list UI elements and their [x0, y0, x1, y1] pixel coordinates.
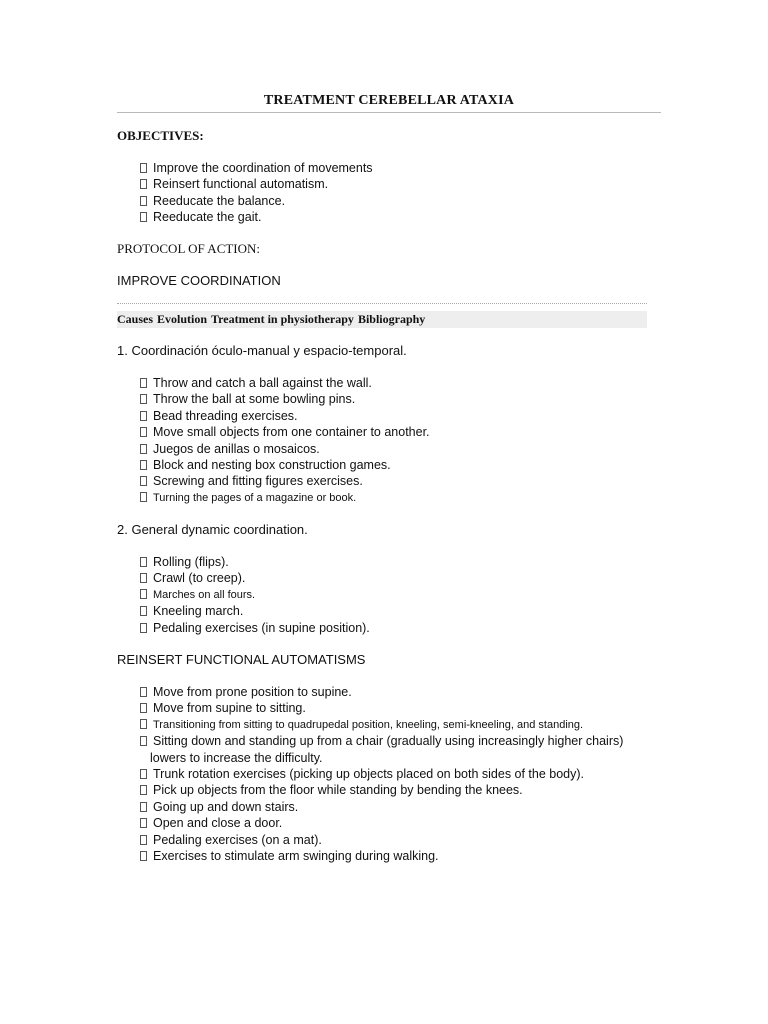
checkbox-bullet-icon	[140, 460, 147, 470]
list-item: Move from prone position to supine.	[140, 684, 623, 700]
list-item: Juegos de anillas o mosaicos.	[140, 441, 430, 457]
objectives-heading: OBJECTIVES:	[117, 128, 204, 143]
checkbox-bullet-icon	[140, 476, 147, 486]
checkbox-bullet-icon	[140, 687, 147, 697]
list-item: Pedaling exercises (in supine position).	[140, 620, 370, 636]
list-item: Pedaling exercises (on a mat).	[140, 832, 623, 848]
list-item: Sitting down and standing up from a chair (gradually using increasingly higher chairs)	[140, 733, 623, 749]
list-item: Move from supine to sitting.	[140, 700, 623, 716]
checkbox-bullet-icon	[140, 212, 147, 222]
checkbox-bullet-icon	[140, 394, 147, 404]
list-item: Transitioning from sitting to quadrupedal position, kneeling, semi-kneeling, and standing.	[140, 717, 623, 733]
list-item: Throw and catch a ball against the wall.	[140, 375, 430, 391]
section3-heading: REINSERT FUNCTIONAL AUTOMATISMS	[117, 652, 366, 667]
checkbox-bullet-icon	[140, 179, 147, 189]
list-item: Block and nesting box construction games.	[140, 457, 430, 473]
checkbox-bullet-icon	[140, 736, 147, 746]
list-item: Kneeling march.	[140, 603, 370, 619]
checkbox-bullet-icon	[140, 802, 147, 812]
protocol-heading: PROTOCOL OF ACTION:	[117, 241, 261, 256]
checkbox-bullet-icon	[140, 411, 147, 421]
list-item: Turning the pages of a magazine or book.	[140, 490, 430, 506]
checkbox-bullet-icon	[140, 851, 147, 861]
section2-heading: 2. General dynamic coordination.	[117, 522, 308, 537]
list-item: Open and close a door.	[140, 815, 623, 831]
checkbox-bullet-icon	[140, 163, 147, 173]
list-item: Going up and down stairs.	[140, 799, 623, 815]
checkbox-bullet-icon	[140, 444, 147, 454]
checkbox-bullet-icon	[140, 835, 147, 845]
list-item: Improve the coordination of movements	[140, 160, 373, 176]
list-item: Reeducate the gait.	[140, 209, 373, 225]
checkbox-bullet-icon	[140, 573, 147, 583]
list-item: Throw the ball at some bowling pins.	[140, 391, 430, 407]
checkbox-bullet-icon	[140, 378, 147, 388]
checkbox-bullet-icon	[140, 703, 147, 713]
list-item: Reinsert functional automatism.	[140, 176, 373, 192]
checkbox-bullet-icon	[140, 769, 147, 779]
checkbox-bullet-icon	[140, 785, 147, 795]
list-item: Marches on all fours.	[140, 587, 370, 603]
checkbox-bullet-icon	[140, 492, 147, 502]
checkbox-bullet-icon	[140, 196, 147, 206]
document-title: TREATMENT CEREBELLAR ATAXIA	[117, 93, 661, 113]
checkbox-bullet-icon	[140, 427, 147, 437]
list-item: Crawl (to creep).	[140, 570, 370, 586]
section1-heading: 1. Coordinación óculo-manual y espacio-temporal.	[117, 343, 407, 358]
list-item: Trunk rotation exercises (picking up objects placed on both sides of the body).	[140, 766, 623, 782]
list-item: Rolling (flips).	[140, 554, 370, 570]
checkbox-bullet-icon	[140, 589, 147, 599]
section2-list	[140, 554, 370, 636]
dotted-divider	[117, 303, 647, 304]
list-item: Screwing and fitting figures exercises.	[140, 473, 430, 489]
list-item: Move small objects from one container to another.	[140, 424, 430, 440]
list-item: Pick up objects from the floor while standing by bending the knees.	[140, 782, 623, 798]
section3-list	[140, 684, 623, 864]
checkbox-bullet-icon	[140, 818, 147, 828]
checkbox-bullet-icon	[140, 623, 147, 633]
list-item: Exercises to stimulate arm swinging during walking.	[140, 848, 623, 864]
section1-list	[140, 375, 430, 506]
checkbox-bullet-icon	[140, 606, 147, 616]
list-item: Reeducate the balance.	[140, 193, 373, 209]
checkbox-bullet-icon	[140, 719, 147, 729]
list-item: Bead threading exercises.	[140, 408, 430, 424]
list-item-continuation: lowers to increase the difficulty.	[150, 750, 323, 765]
checkbox-bullet-icon	[140, 557, 147, 567]
nav-link-evolution[interactable]: Evolution	[157, 312, 208, 326]
objectives-list	[140, 160, 373, 226]
improve-coordination-heading: IMPROVE COORDINATION	[117, 273, 281, 288]
nav-link-causes[interactable]: Causes	[117, 312, 154, 326]
nav-link-treatment[interactable]: Treatment in physiotherapy	[211, 312, 354, 326]
section-nav-bar	[117, 311, 647, 328]
nav-link-bibliography[interactable]: Bibliography	[357, 312, 426, 326]
